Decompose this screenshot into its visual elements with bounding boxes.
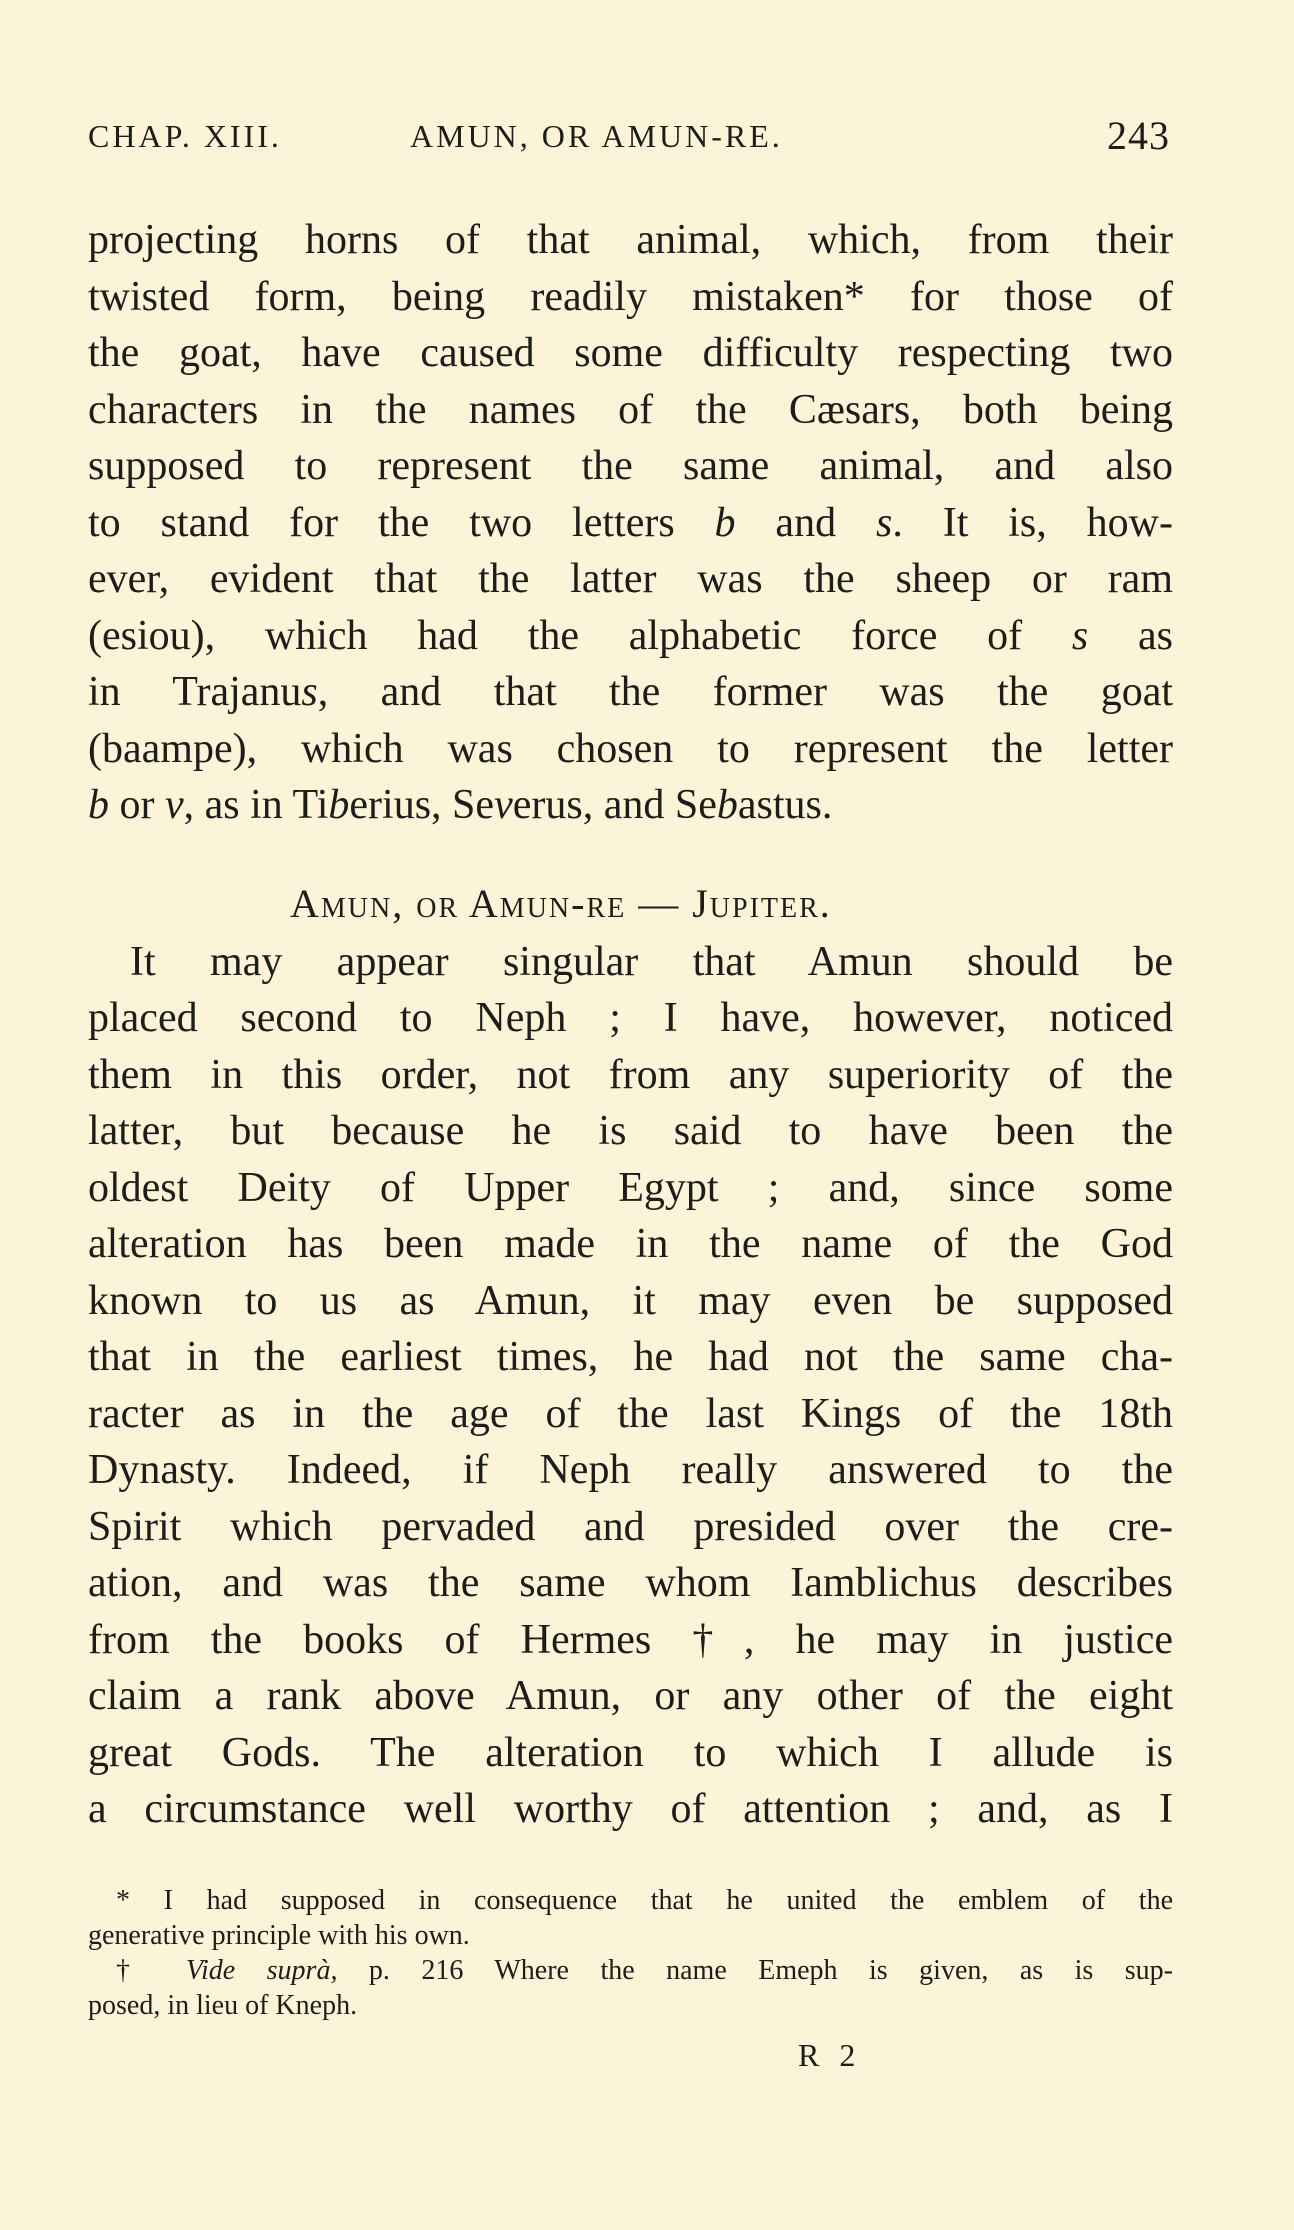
text-run: erus, and Se: [512, 782, 717, 828]
text-line: Dynasty. Indeed, if Neph really answered to the: [88, 1447, 1173, 1493]
text-line: ation, and was the same whom Iamblichus describes: [88, 1560, 1173, 1606]
italic-letter: b: [714, 499, 736, 546]
text-run: p. 216 Where the name Emeph is given, as is sup-: [337, 1955, 1174, 1986]
section-heading: Amun, or Amun-re — Jupiter.: [290, 880, 832, 926]
text-line: a circumstance well worthy of attention ; and, as I: [88, 1786, 1173, 1832]
chapter-label: CHAP. XIII.: [88, 118, 282, 154]
italic-letter: s: [1071, 612, 1089, 659]
footnote-line: posed, in lieu of Kneph.: [88, 1990, 358, 2021]
italic-letter: v: [494, 782, 513, 828]
text-line: ever, evident that the latter was the sheep or ram: [88, 556, 1173, 602]
text-line: (baampe), which was chosen to represent the letter: [88, 725, 1173, 772]
text-line: that in the earliest times, he had not the same cha-: [88, 1334, 1173, 1380]
footnote-italic: Vide suprà,: [185, 1955, 338, 1986]
text-line: great Gods. The alteration to which I allude is: [88, 1729, 1173, 1776]
text-line: [88, 777, 1173, 834]
text-run: (esiou), which had the alphabetic force of: [88, 612, 1072, 659]
footnote-line: * I had supposed in consequence that he united the emblem of the: [116, 1885, 1173, 1916]
text-line: twisted form, being readily mistaken* for those of: [88, 273, 1173, 320]
italic-letter: b: [328, 782, 350, 828]
text-line: alteration has been made in the name of the God: [88, 1221, 1173, 1267]
text-line: projecting horns of that animal, which, from their: [88, 217, 1173, 263]
text-run: as: [1088, 612, 1173, 659]
text-line: characters in the names of the Cæsars, both being: [88, 386, 1173, 433]
text-line: [88, 608, 1173, 665]
footnote-mark: †: [116, 1955, 186, 1986]
text-run: and: [735, 499, 876, 546]
text-run: erius, Se: [349, 782, 495, 828]
text-line: the goat, have caused some difficulty respecting two: [88, 330, 1173, 376]
text-line: supposed to represent the same animal, and also: [88, 443, 1173, 489]
text-run: or: [109, 782, 165, 828]
running-head: [88, 113, 1170, 168]
italic-letter: b: [88, 782, 109, 828]
text-line: latter, but because he is said to have been the: [88, 1108, 1173, 1154]
text-line: [88, 495, 1173, 552]
italic-letter: s: [875, 499, 893, 546]
text-line: Spirit which pervaded and presided over the cre-: [88, 1503, 1173, 1550]
text-line: racter as in the age of the last Kings of the 18th: [88, 1390, 1173, 1437]
text-run: , as in Ti: [183, 782, 329, 828]
italic-letter: s: [301, 669, 318, 715]
text-line: them in this order, not from any superiority of the: [88, 1051, 1173, 1098]
printer-signature: R 2: [798, 2037, 862, 2073]
text-run: , and that the former was the goat: [317, 669, 1174, 715]
text-line: placed second to Neph ; I have, however, noticed: [88, 995, 1173, 1041]
italic-letter: b: [716, 782, 738, 828]
text-line: claim a rank above Amun, or any other of the eight: [88, 1673, 1173, 1719]
text-run: astus.: [737, 782, 833, 828]
page-number: 243: [1107, 113, 1170, 158]
footnotes: [88, 1883, 1173, 2023]
running-title: AMUN, OR AMUN-RE.: [410, 118, 783, 154]
text-run: to stand for the two letters: [88, 499, 715, 546]
text-line: oldest Deity of Upper Egypt ; and, since some: [88, 1164, 1173, 1211]
footnote-line: [88, 1953, 1173, 1988]
text-run: . It is, how-: [892, 499, 1173, 546]
italic-letter: v: [165, 782, 184, 828]
text-line: known to us as Amun, it may even be supposed: [88, 1277, 1173, 1324]
text-line: from the books of Hermes †, he may in justice: [88, 1616, 1173, 1663]
text-line: It may appear singular that Amun should be: [130, 938, 1173, 985]
footnote-line: generative principle with his own.: [88, 1920, 470, 1951]
text-line: [88, 664, 1173, 721]
text-run: in Trajanu: [88, 669, 302, 715]
body-text: [88, 212, 1173, 1838]
